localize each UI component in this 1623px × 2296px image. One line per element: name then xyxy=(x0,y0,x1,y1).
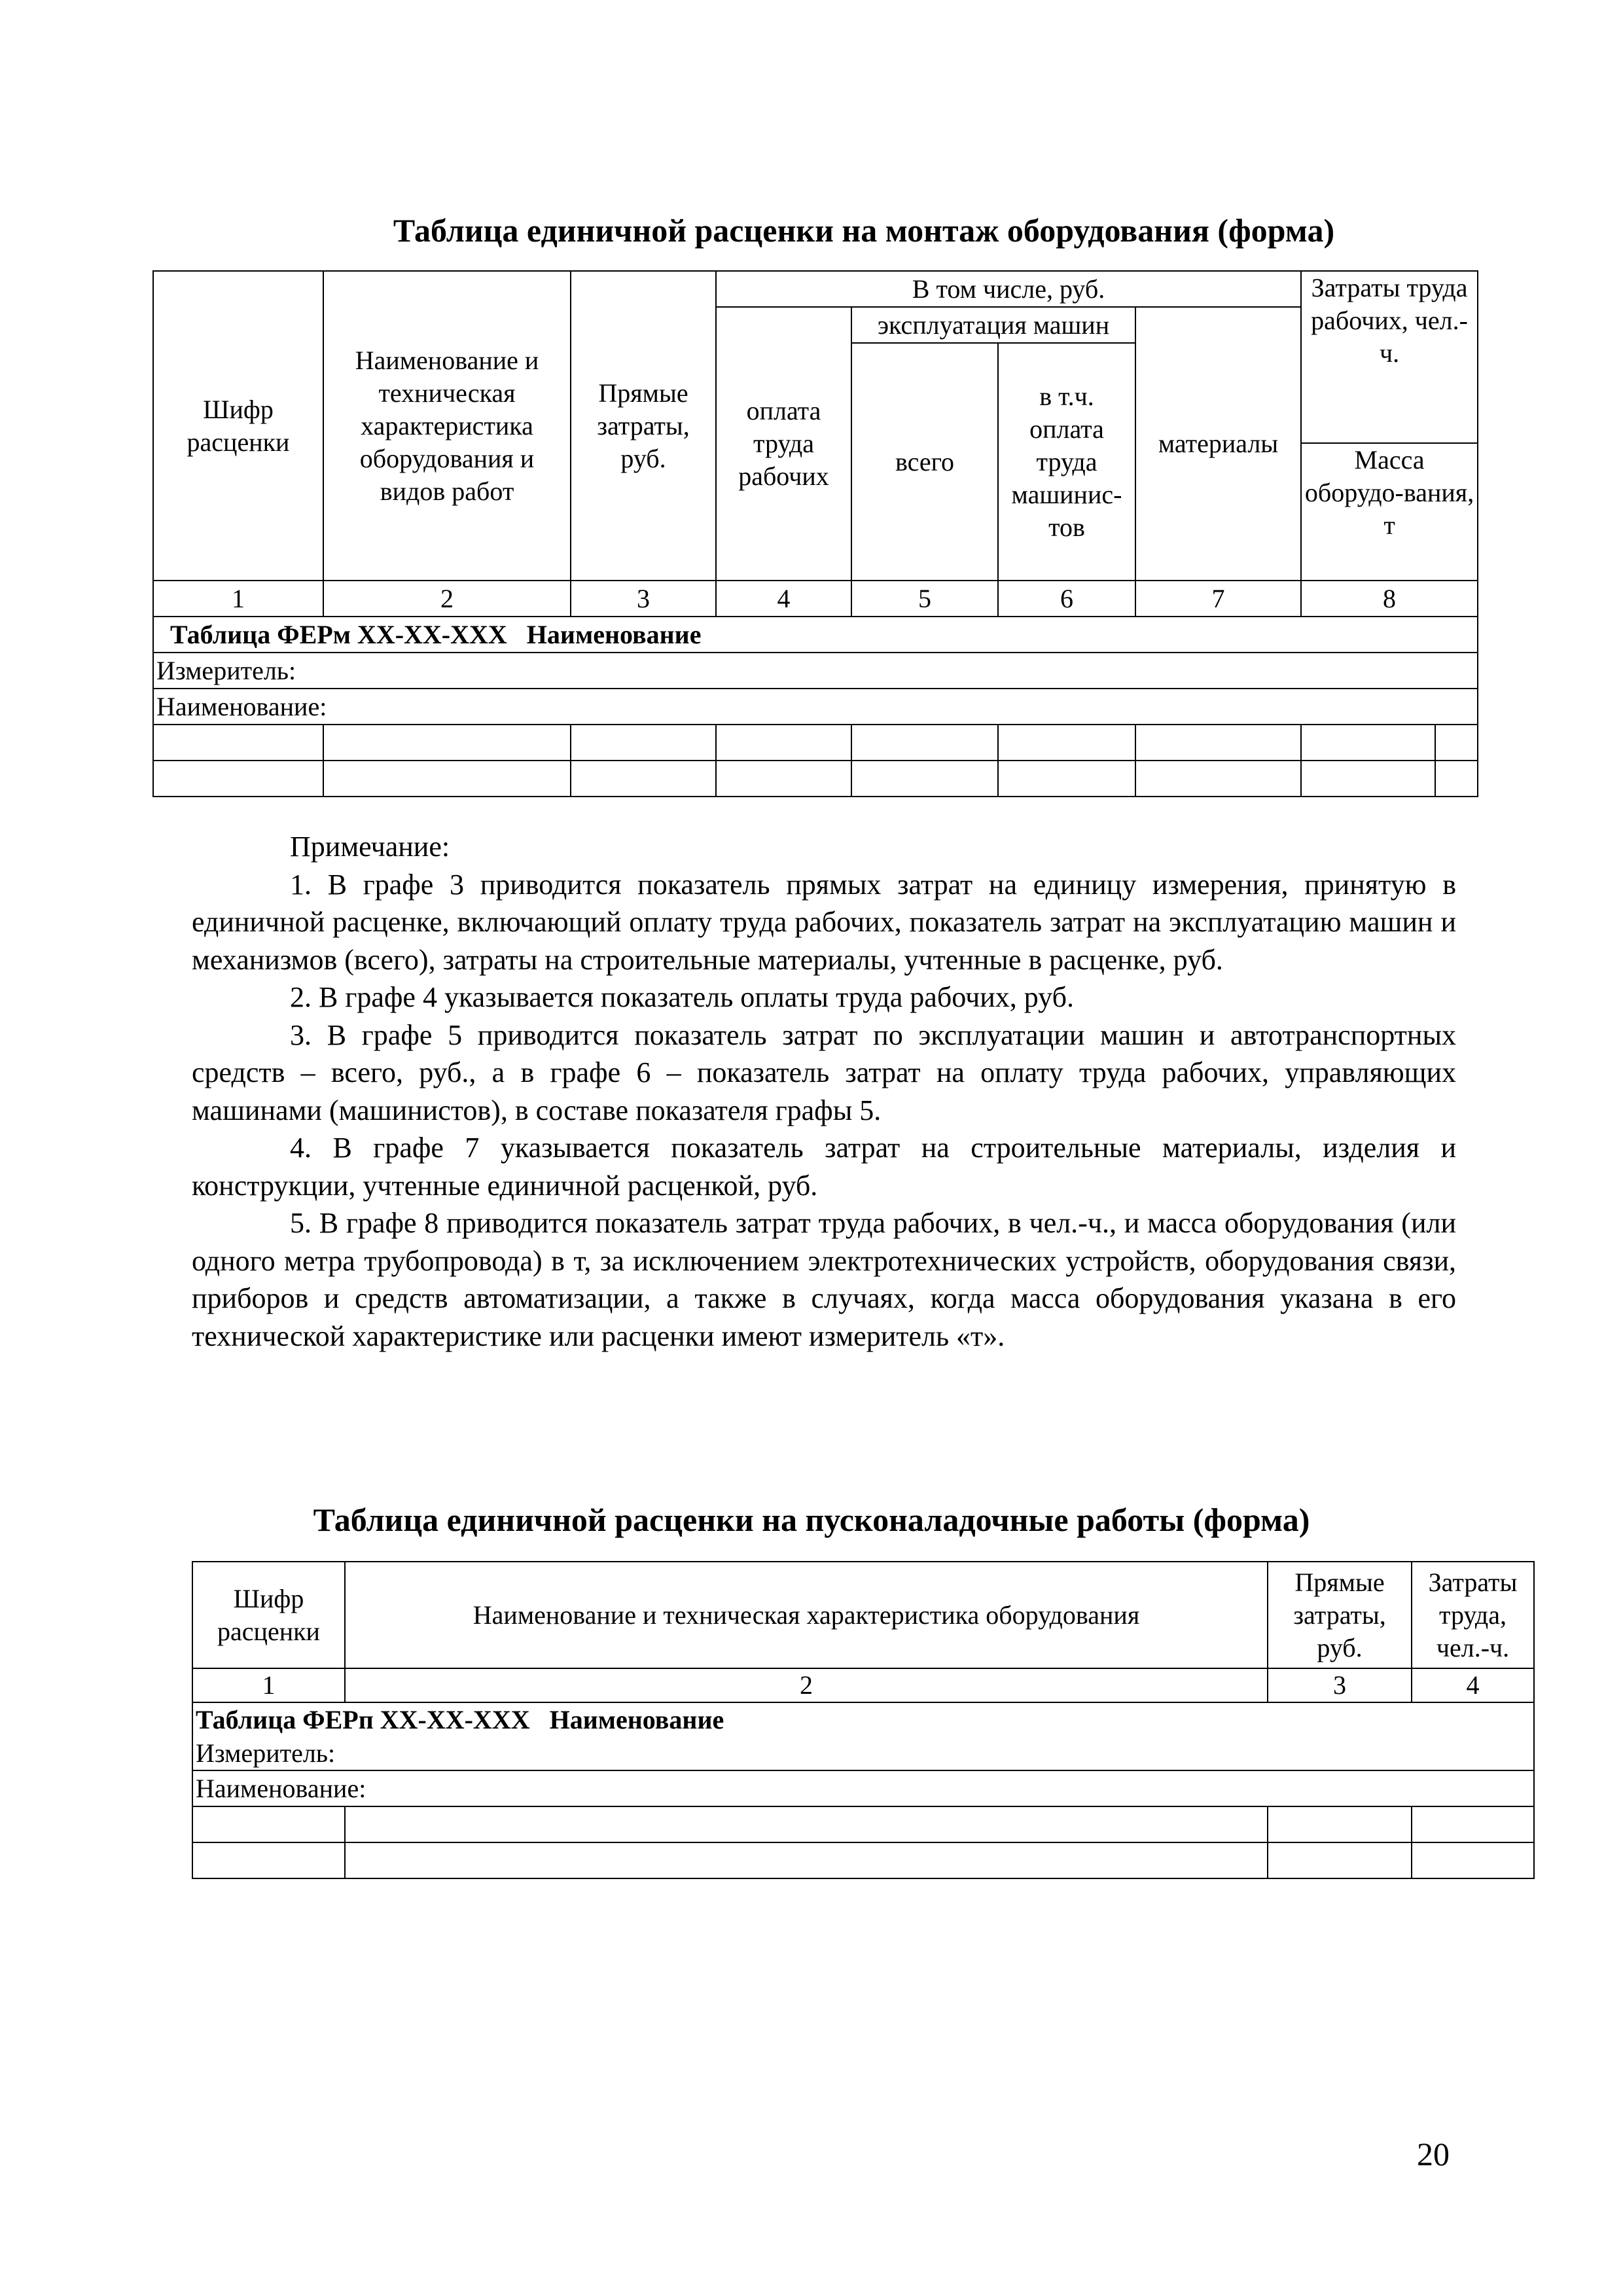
note-item: 1. В графе 3 приводится показатель прямых затрат на единицу измерения, принятую в единичной расценке, включающий оплату труда рабочих, показатель затрат на эксплуатацию машин и механизмов (всего), затраты на строительные материалы, учтенные в расценке, руб. xyxy=(192,868,1456,976)
note-item: 3. В графе 5 приводится показатель затрат по эксплуатации машин и автотранспортных средств – всего, руб., а в графе 6 – показатель затрат на оплату труда рабочих, управляющих машинами (машинистов), в составе показателя графы 5. xyxy=(192,1018,1456,1126)
table1-title: Таблица единичной расценки на монтаж оборудования (форма) xyxy=(393,212,1335,249)
header-labor-costs: Затраты труда рабочих, чел.-ч. xyxy=(1301,271,1478,443)
name-label: Наименование: xyxy=(192,1770,1534,1806)
header-code: Шифр расценки xyxy=(192,1562,345,1668)
table-row xyxy=(153,761,1478,797)
header-labor-costs: Затраты труда, чел.-ч. xyxy=(1412,1562,1534,1668)
header-equipment-mass: Масса оборудо-вания, т xyxy=(1301,443,1478,581)
header-name: Наименование и техническая характеристика оборудования и видов работ xyxy=(323,271,571,581)
notes xyxy=(192,828,1456,1355)
measurer-label: Измеритель: xyxy=(192,1736,1534,1770)
measurer-label: Измеритель: xyxy=(153,653,1478,689)
column-number: 5 xyxy=(851,581,998,617)
column-number: 7 xyxy=(1135,581,1301,617)
column-number: 1 xyxy=(153,581,323,617)
header-machines-total: всего xyxy=(851,343,998,581)
header-direct-costs: Прямые затраты, руб. xyxy=(571,271,716,581)
header-machines: эксплуатация машин xyxy=(851,307,1135,343)
column-number: 3 xyxy=(1268,1668,1412,1702)
note-item: 2. В графе 4 указывается показатель оплаты труда рабочих, руб. xyxy=(290,981,1074,1013)
column-number: 4 xyxy=(1412,1668,1534,1702)
table-row xyxy=(192,1806,1534,1842)
note-item: 4. В графе 7 указывается показатель затрат на строительные материалы, изделия и конструкции, учтенные единичной расценкой, руб. xyxy=(192,1132,1456,1202)
note-item: 5. В графе 8 приводится показатель затрат труда рабочих, в чел.-ч., и масса оборудования (или одного метра трубопровода) в т, за исключением электротехнических устройств, оборудования связи, приборов и средств автоматизации, а также в случаях, когда масса оборудования указана в его технической характеристике или расценки имеют измеритель «т». xyxy=(192,1207,1456,1352)
table-row xyxy=(153,725,1478,761)
column-number: 2 xyxy=(323,581,571,617)
notes-title: Примечание: xyxy=(290,831,450,863)
rate-table-equipment-installation xyxy=(152,270,1478,797)
column-number: 8 xyxy=(1301,581,1478,617)
table2-title: Таблица единичной расценки на пусконаладочные работы (форма) xyxy=(313,1501,1310,1538)
header-wages: оплата труда рабочих xyxy=(716,307,851,581)
header-name: Наименование и техническая характеристика оборудования xyxy=(345,1562,1268,1668)
page-number: 20 xyxy=(1417,2136,1450,2172)
column-number: 6 xyxy=(998,581,1135,617)
section-label: Таблица ФЕРп ХХ-ХХ-ХХХ Наименование xyxy=(192,1702,1534,1736)
header-machines-wages: в т.ч. оплата труда машинис-тов xyxy=(998,343,1135,581)
rate-table-commissioning xyxy=(192,1561,1535,1879)
header-direct-costs: Прямые затраты, руб. xyxy=(1268,1562,1412,1668)
column-number: 4 xyxy=(716,581,851,617)
header-code: Шифр расценки xyxy=(153,271,323,581)
header-including: В том числе, руб. xyxy=(716,271,1301,307)
column-number: 1 xyxy=(192,1668,345,1702)
section-label: Таблица ФЕРм ХХ-ХХ-ХХХ Наименование xyxy=(153,617,1478,653)
name-label: Наименование: xyxy=(153,689,1478,725)
header-materials: материалы xyxy=(1135,307,1301,581)
column-number: 2 xyxy=(345,1668,1268,1702)
table-row xyxy=(192,1842,1534,1878)
column-number: 3 xyxy=(571,581,716,617)
